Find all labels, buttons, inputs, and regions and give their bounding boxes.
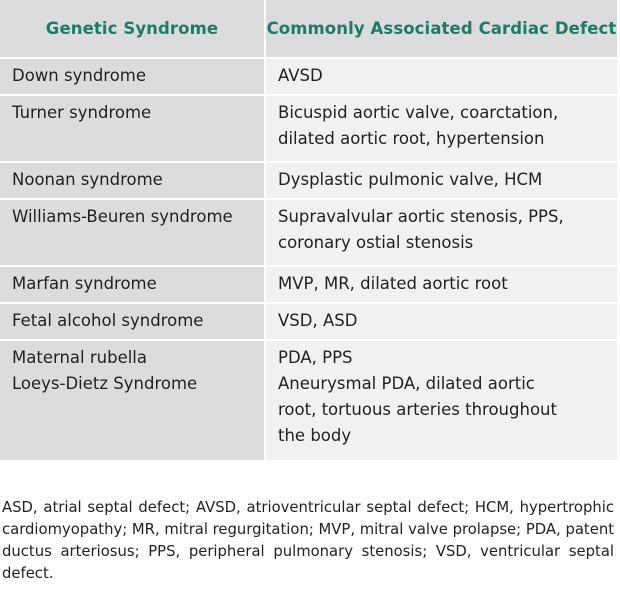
defect-text: VSD, ASD (278, 311, 358, 330)
syndrome-text: Noonan syndrome (12, 170, 163, 189)
defect-text: Dysplastic pulmonic valve, HCM (278, 170, 543, 189)
syndrome-cell (0, 266, 265, 303)
defect-cell (265, 266, 617, 303)
defect-cell (265, 199, 617, 266)
defect-cell (265, 95, 617, 162)
defect-cell (265, 303, 617, 340)
syndrome-text: Loeys-Dietz Syndrome (12, 374, 198, 393)
syndrome-text: Marfan syndrome (12, 274, 157, 293)
defect-text: Bicuspid aortic valve, coarctation, (278, 103, 559, 122)
table-row (0, 303, 617, 340)
syndrome-cell (0, 199, 265, 266)
table-row (0, 95, 617, 162)
defect-text: MVP, MR, dilated aortic root (278, 274, 508, 293)
table-row (0, 199, 617, 266)
syndrome-text: Down syndrome (12, 66, 147, 85)
defect-text: the body (278, 426, 352, 445)
table-row (0, 340, 617, 460)
defect-cell (265, 58, 617, 95)
table-header-row (0, 0, 617, 58)
syndrome-text: Maternal rubella (12, 348, 148, 367)
syndrome-cell (0, 58, 265, 95)
table-row (0, 58, 617, 95)
table-body (0, 58, 617, 460)
defect-text: PDA, PPS (278, 348, 353, 367)
syndrome-cell (0, 95, 265, 162)
table-footnote: ASD, atrial septal defect; AVSD, atrioventricular septal defect; HCM, hypertrophic cardiomyopathy; MR, mitral regurgitation; MVP, mitral valve prolapse; PDA, patent ductus arteriosus; PPS, peripheral pulmonary stenosis; VSD, ventricular septal defect. (2, 499, 614, 582)
defect-cell (265, 162, 617, 199)
defect-text: coronary ostial stenosis (278, 233, 474, 252)
header-genetic-syndrome: Genetic Syndrome (0, 0, 265, 58)
syndrome-cell (0, 340, 265, 460)
defect-text: Aneurysmal PDA, dilated aortic (278, 374, 535, 393)
defect-text: root, tortuous arteries throughout (278, 400, 557, 419)
defect-text: Supravalvular aortic stenosis, PPS, (278, 207, 564, 226)
defect-cell (265, 340, 617, 460)
defect-text: AVSD (278, 66, 323, 85)
syndrome-cell (0, 162, 265, 199)
header-cardiac-defect: Commonly Associated Cardiac Defect (265, 0, 617, 58)
syndrome-text: Turner syndrome (12, 103, 152, 122)
syndrome-text: Fetal alcohol syndrome (12, 311, 204, 330)
syndrome-cell (0, 303, 265, 340)
table-row (0, 162, 617, 199)
table-row (0, 266, 617, 303)
syndrome-text: Williams-Beuren syndrome (12, 207, 233, 226)
defect-text: dilated aortic root, hypertension (278, 129, 545, 148)
